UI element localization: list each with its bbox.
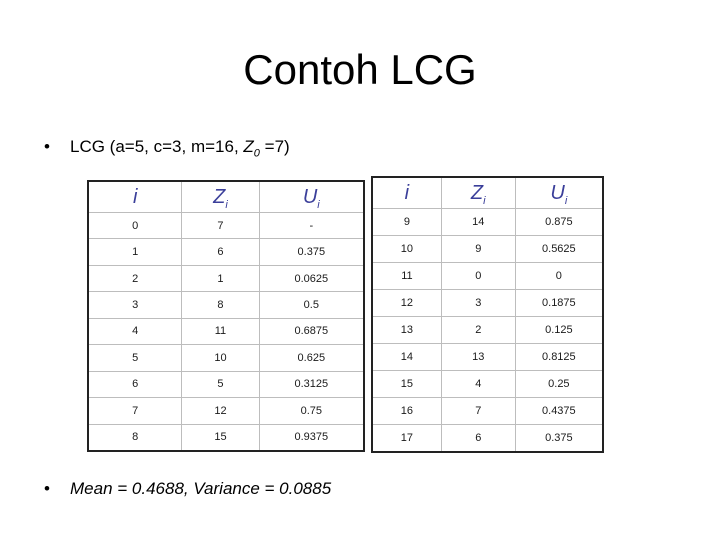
header-z [441, 177, 515, 209]
table-row [88, 371, 364, 397]
header-i [372, 177, 441, 209]
header-u-label: U [302, 185, 318, 208]
table-row [372, 371, 603, 398]
table-row [372, 290, 603, 317]
header-u [259, 181, 364, 213]
cell-i: 6 [88, 371, 182, 397]
cell-z: 9 [441, 236, 515, 263]
cell-z: 11 [182, 318, 259, 344]
header-u-label: U [550, 181, 565, 204]
lcg-table-left [87, 180, 365, 452]
cell-u: 0.0625 [259, 265, 364, 291]
cell-i: 10 [372, 236, 441, 263]
cell-u: 0.75 [259, 398, 364, 424]
cell-i: 7 [88, 398, 182, 424]
table-row [372, 263, 603, 290]
cell-i: 17 [372, 425, 441, 453]
slide-title: Contoh LCG [243, 46, 477, 93]
cell-i: 16 [372, 398, 441, 425]
cell-u: 0.3125 [259, 371, 364, 397]
header-i-label: i [404, 181, 410, 204]
cell-z: 15 [182, 424, 259, 451]
cell-u: 0.375 [259, 239, 364, 265]
table-row [372, 344, 603, 371]
cell-z: 14 [441, 209, 515, 236]
cell-z: 6 [441, 425, 515, 453]
header-u [515, 177, 603, 209]
table-row [88, 213, 364, 239]
cell-u: 0.25 [515, 371, 603, 398]
cell-u: 0.8125 [515, 344, 603, 371]
cell-z: 5 [182, 371, 259, 397]
header-u-sub: i [564, 194, 568, 207]
table-row [372, 398, 603, 425]
bullet-mean-variance [44, 478, 331, 500]
cell-u: 0.9375 [259, 424, 364, 451]
cell-u: 0.1875 [515, 290, 603, 317]
cell-z: 13 [441, 344, 515, 371]
header-u-sub: i [317, 198, 320, 211]
bullet-text-after: =7) [259, 137, 290, 156]
table-header-row [372, 177, 603, 209]
cell-z: 3 [441, 290, 515, 317]
cell-z: 4 [441, 371, 515, 398]
header-i-label: i [132, 185, 138, 208]
cell-u: 0 [515, 263, 603, 290]
header-z-label: Z [470, 181, 484, 204]
cell-z: 6 [182, 239, 259, 265]
cell-i: 12 [372, 290, 441, 317]
cell-u: 0.875 [515, 209, 603, 236]
table-row [372, 236, 603, 263]
cell-i: 5 [88, 345, 182, 371]
cell-i: 4 [88, 318, 182, 344]
lcg-table-right [371, 176, 604, 453]
cell-u: 0.5 [259, 292, 364, 318]
cell-i: 14 [372, 344, 441, 371]
cell-i: 13 [372, 317, 441, 344]
table-row [372, 209, 603, 236]
cell-z: 7 [182, 213, 259, 239]
header-z-sub: i [225, 198, 228, 211]
cell-i: 11 [372, 263, 441, 290]
bullet-marker: • [44, 137, 50, 156]
cell-i: 0 [88, 213, 182, 239]
table-row [88, 345, 364, 371]
cell-z: 12 [182, 398, 259, 424]
z-subscript: 0 [253, 147, 260, 160]
mean-variance-text: Mean = 0.4688, Variance = 0.0885 [70, 479, 332, 498]
cell-z: 10 [182, 345, 259, 371]
cell-u: 0.125 [515, 317, 603, 344]
cell-i: 15 [372, 371, 441, 398]
cell-i: 1 [88, 239, 182, 265]
cell-u: - [259, 213, 364, 239]
table-row [372, 425, 603, 453]
bullet-text-before: LCG (a=5, c=3, m=16, [70, 137, 244, 156]
cell-z: 0 [441, 263, 515, 290]
cell-z: 7 [441, 398, 515, 425]
bullet-lcg-parameters [44, 136, 290, 158]
cell-u: 0.625 [259, 345, 364, 371]
table-header-row [88, 181, 364, 213]
table-row [88, 239, 364, 265]
table-row [88, 318, 364, 344]
cell-i: 3 [88, 292, 182, 318]
cell-z: 2 [441, 317, 515, 344]
table-row [88, 424, 364, 451]
cell-i: 9 [372, 209, 441, 236]
cell-u: 0.375 [515, 425, 603, 453]
cell-u: 0.5625 [515, 236, 603, 263]
cell-u: 0.4375 [515, 398, 603, 425]
cell-u: 0.6875 [259, 318, 364, 344]
header-i [88, 181, 182, 213]
header-z-sub: i [483, 194, 486, 207]
cell-z: 1 [182, 265, 259, 291]
cell-i: 8 [88, 424, 182, 451]
table-row [88, 265, 364, 291]
bullet-marker: • [44, 479, 50, 498]
table-row [372, 317, 603, 344]
table-row [88, 398, 364, 424]
z-letter: Z [243, 137, 254, 156]
header-z-label: Z [213, 185, 226, 208]
header-z [182, 181, 259, 213]
table-row [88, 292, 364, 318]
cell-i: 2 [88, 265, 182, 291]
cell-z: 8 [182, 292, 259, 318]
